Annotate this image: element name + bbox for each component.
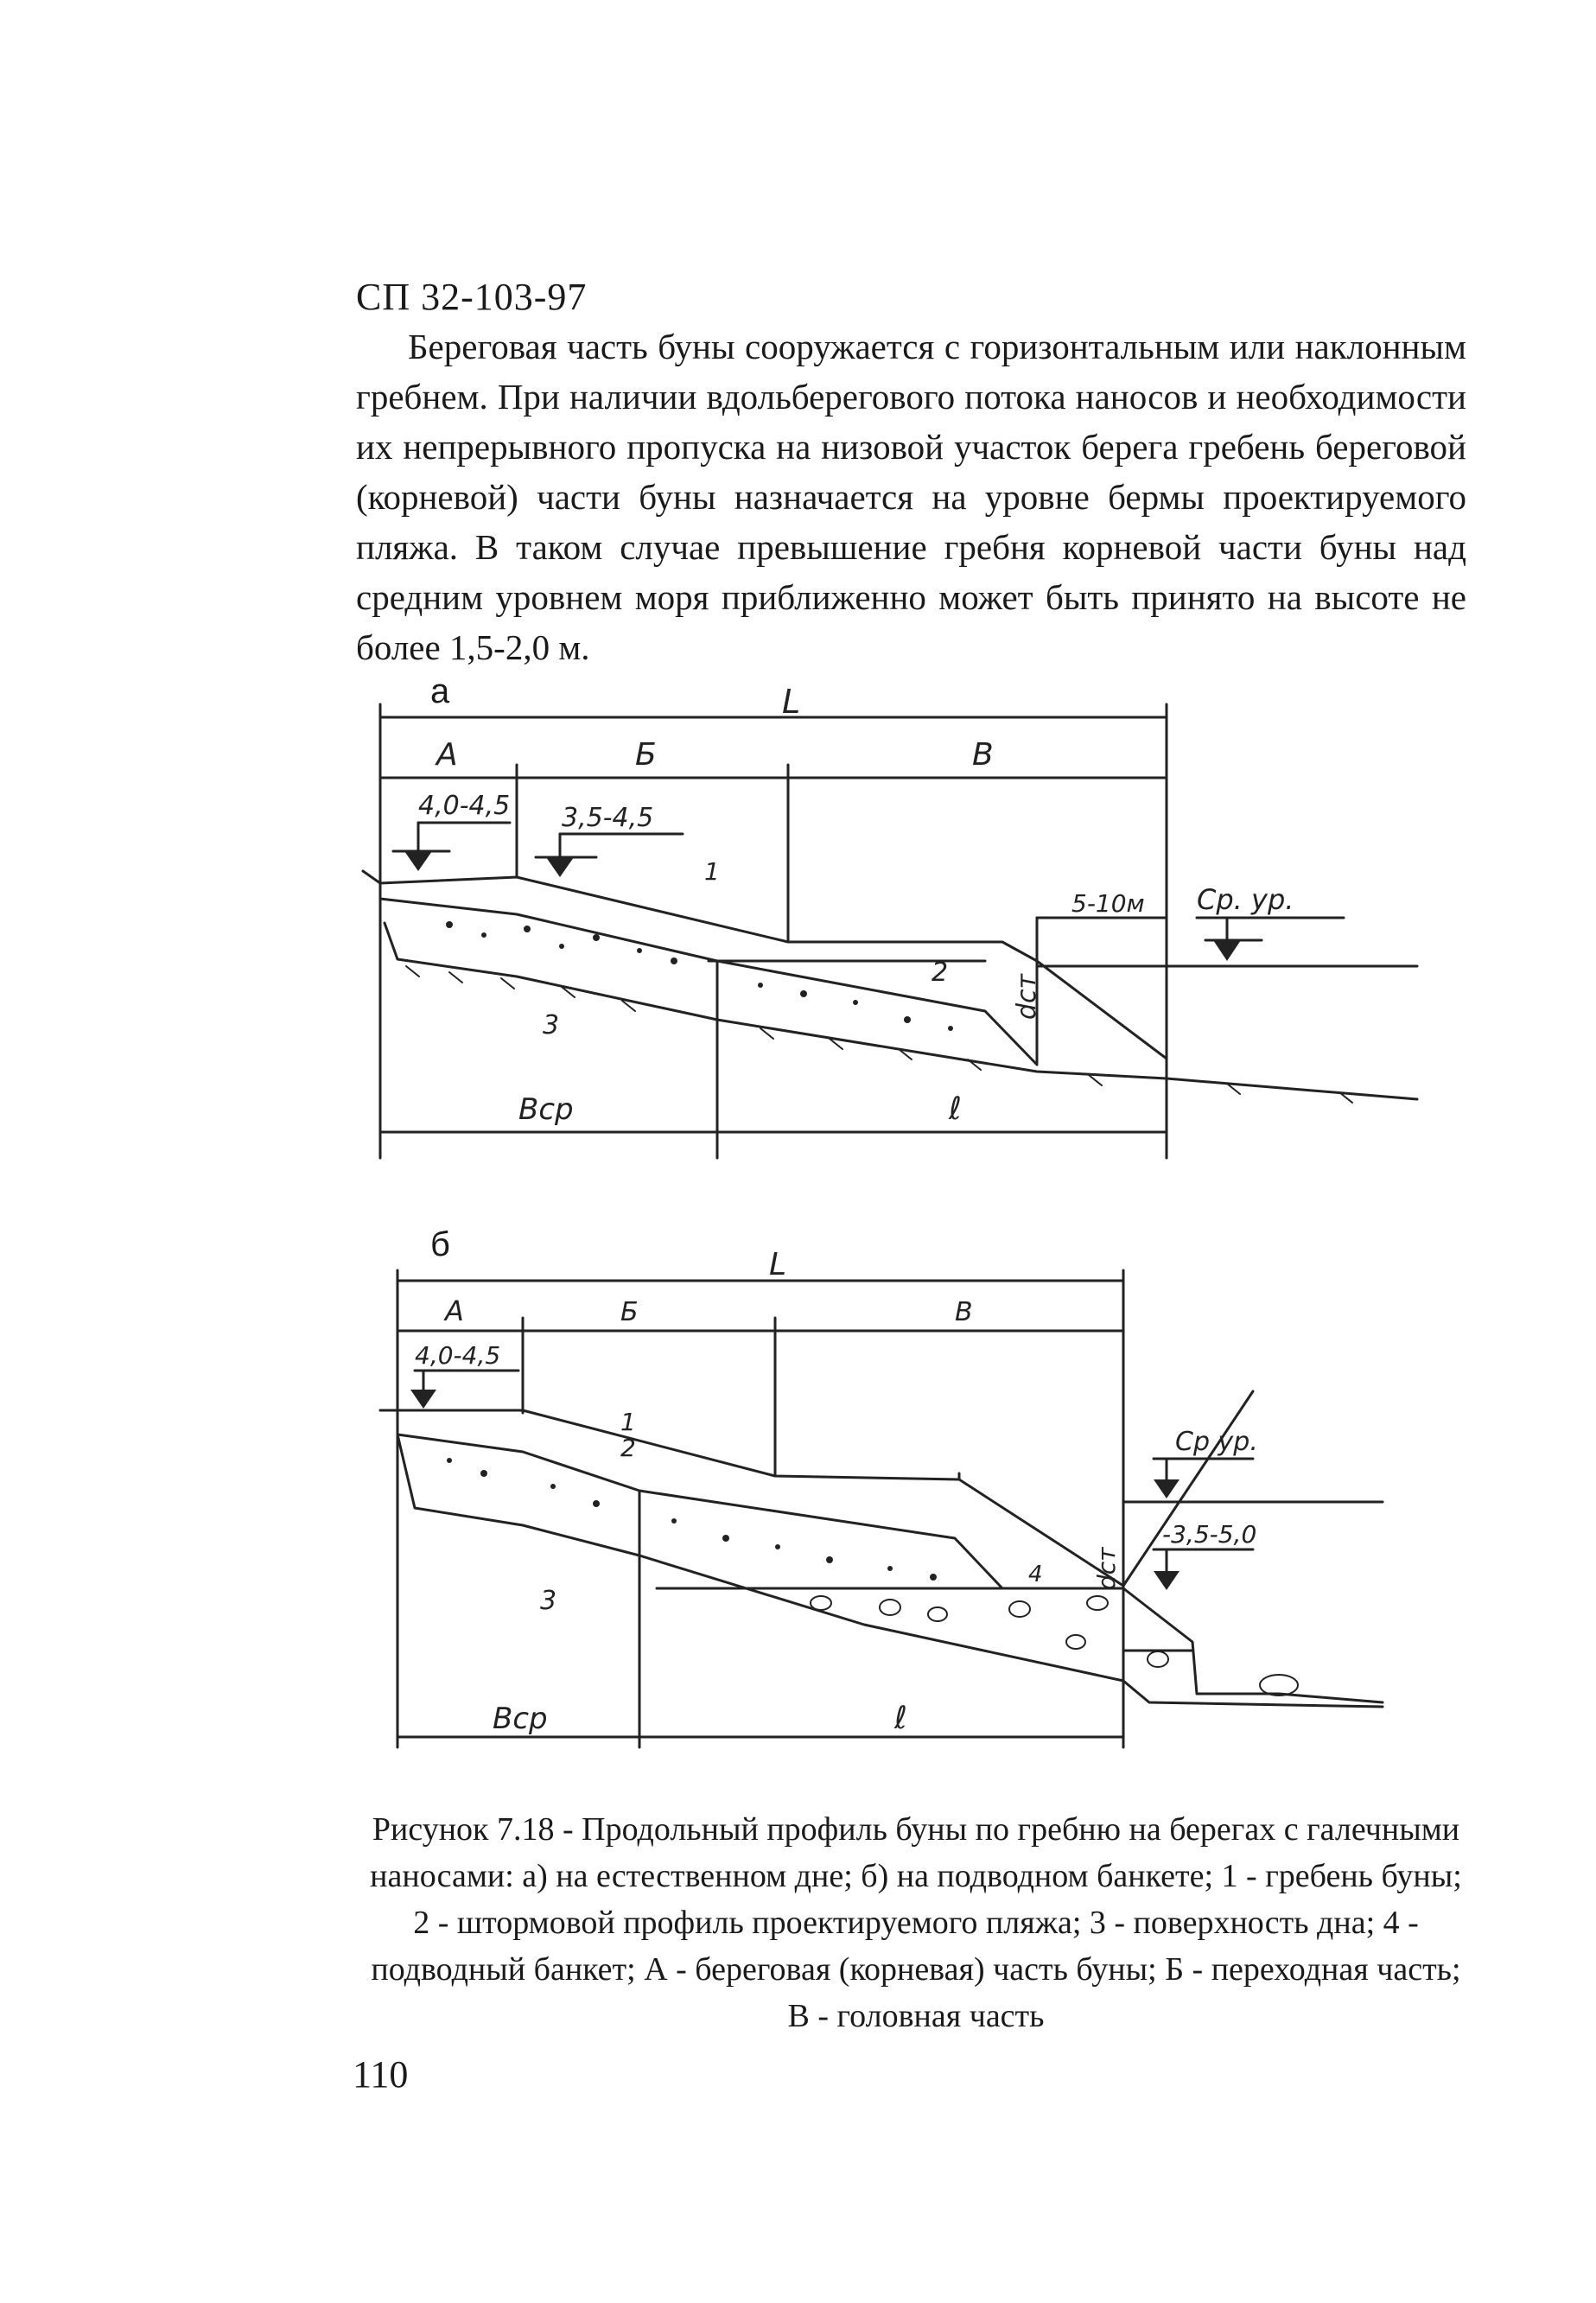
marker-2-b: 2 — [620, 1434, 636, 1462]
body-paragraph: Береговая часть буны сооружается с горизонтальным или наклонным гребнем. При наличии вдольберегового потока наносов и необходимости их непрерывного пропуска на низовой участок берега гребень береговой (корневой) части буны назначается на уровне бермы проектируемого пляжа. В таком случае превышение гребня корневой части буны над средним уровнем моря приближенно может быть принято на высоте не более 1,5-2,0 м. — [356, 327, 1466, 667]
label-A-b: A — [445, 1295, 464, 1327]
sea-level-label: Ср. ур. — [1197, 883, 1294, 916]
depth-label: -3,5-5,0 — [1162, 1520, 1257, 1549]
label-l: ℓ — [949, 1091, 962, 1127]
marker-3-b: 3 — [540, 1586, 557, 1616]
d-label-b: dст — [1092, 1547, 1121, 1590]
label-V: В — [972, 737, 994, 773]
page-number: 110 — [353, 2053, 409, 2096]
marker-2: 2 — [932, 957, 949, 988]
sea-level-label-b: Ср ур. — [1175, 1427, 1258, 1457]
elevation-A-b: 4,0-4,5 — [415, 1341, 501, 1370]
panel-b-letter: б — [430, 1225, 450, 1263]
marker-4-b: 4 — [1028, 1562, 1043, 1587]
figure-caption: Рисунок 7.18 - Продольный профиль буны по гребню на берегах с галечными наносами: а) на естественном дне; б) на подводном банкете; 1 - гребень буны; 2 - штормовой профиль проектируемого пляжа; 3 - поверхность дна; 4 - подводный банкет; А - береговая (корневая) часть буны; Б - переходная часть; В - головная часть — [370, 1811, 1462, 2034]
panel-b-diagram — [380, 1247, 1383, 1747]
marker-3: 3 — [543, 1010, 560, 1040]
d-label: dст — [1012, 973, 1042, 1020]
label-V-b: В — [955, 1297, 973, 1327]
panel-a-diagram — [363, 683, 1417, 1158]
label-L: L — [782, 683, 801, 721]
panel-a-letter: а — [430, 672, 450, 710]
marker-1-b: 1 — [620, 1408, 636, 1436]
label-bcp: Вср — [518, 1092, 574, 1127]
distance-label: 5-10м — [1071, 889, 1145, 918]
label-A: A — [436, 737, 458, 773]
document-code: СП 32-103-97 — [356, 276, 588, 318]
label-L-b: L — [769, 1247, 787, 1282]
label-l-b: ℓ — [894, 1701, 907, 1736]
label-B-b: Б — [620, 1297, 639, 1327]
marker-1: 1 — [704, 857, 720, 886]
label-B: Б — [635, 737, 657, 773]
elevation-A: 4,0-4,5 — [418, 791, 511, 821]
label-bcp-b: Вср — [493, 1702, 548, 1736]
elevation-B: 3,5-4,5 — [562, 803, 654, 833]
